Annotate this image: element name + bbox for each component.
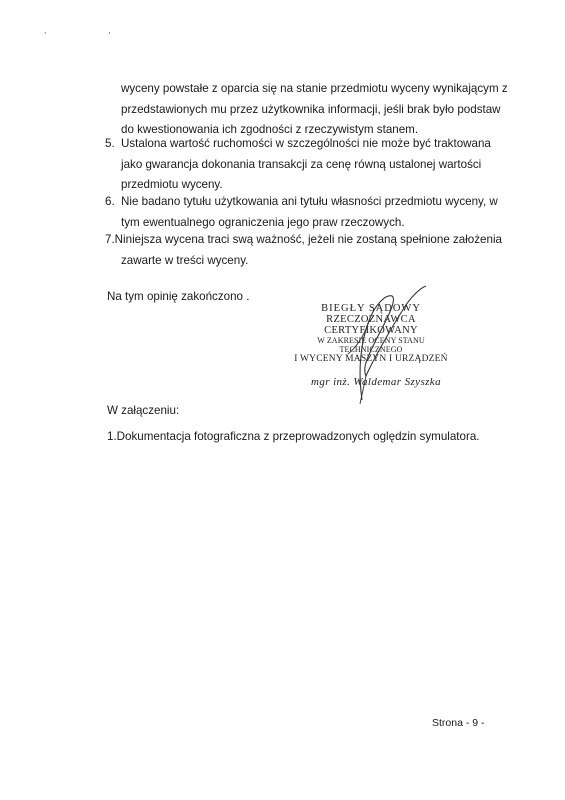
text-line: Nie badano tytułu użytkowania ani tytułu własności przedmiotu wyceny, w bbox=[121, 195, 498, 208]
text-line: przedstawionych mu przez użytkownika informacji, jeśli brak było podstaw bbox=[121, 102, 501, 116]
item-number: 5. bbox=[105, 137, 115, 150]
attachment-item: 1.Dokumentacja fotograficzna z przeprowadzonych oględzin symulatora. bbox=[107, 430, 480, 443]
stamp-name: mgr inż. Waldemar Szyszka bbox=[311, 376, 441, 388]
text-line: 7.Niniejsza wycena traci swą ważność, jeżeli nie zostaną spełnione założenia bbox=[105, 233, 502, 246]
item-7 bbox=[105, 230, 502, 271]
attachments-heading: W załączeniu: bbox=[107, 404, 180, 417]
page-number: Strona - 9 - bbox=[432, 717, 485, 729]
text-line: zawarte w treści wyceny. bbox=[121, 253, 249, 267]
item-6 bbox=[105, 192, 498, 233]
text-line: jako gwarancja dokonania transakcji za cenę równą ustalonej wartości bbox=[121, 157, 482, 171]
text-line: tym ewentualnego ograniczenia jego praw rzeczowych. bbox=[121, 215, 405, 229]
item-number: 6. bbox=[105, 195, 115, 208]
text-line: do kwestionowania ich zgodności z rzeczywistym stanem. bbox=[121, 123, 419, 136]
item-4-continuation bbox=[121, 79, 508, 141]
stamp-line: I WYCENY MASZYN I URZĄDZEŃ bbox=[294, 354, 448, 364]
scan-marks: , , bbox=[44, 26, 141, 35]
stamp-line: BIEGŁY SĄDOWY bbox=[321, 303, 421, 314]
item-5 bbox=[105, 134, 491, 196]
stamp-line: RZECZOZNAWCA CERTYFIKOWANY bbox=[324, 314, 418, 336]
stamp-line: W ZAKRESIE OCENY STANU TECHNICZNEGO bbox=[317, 336, 425, 354]
closing-statement: Na tym opinię zakończono . bbox=[107, 290, 250, 303]
handwritten-signature bbox=[300, 282, 440, 407]
text-line: przedmiotu wyceny. bbox=[121, 178, 223, 191]
text-line: Ustalona wartość ruchomości w szczególności nie może być traktowana bbox=[121, 137, 491, 150]
text-line: wyceny powstałe z oparcia się na stanie przedmiotu wyceny wynikającym z bbox=[121, 82, 508, 95]
